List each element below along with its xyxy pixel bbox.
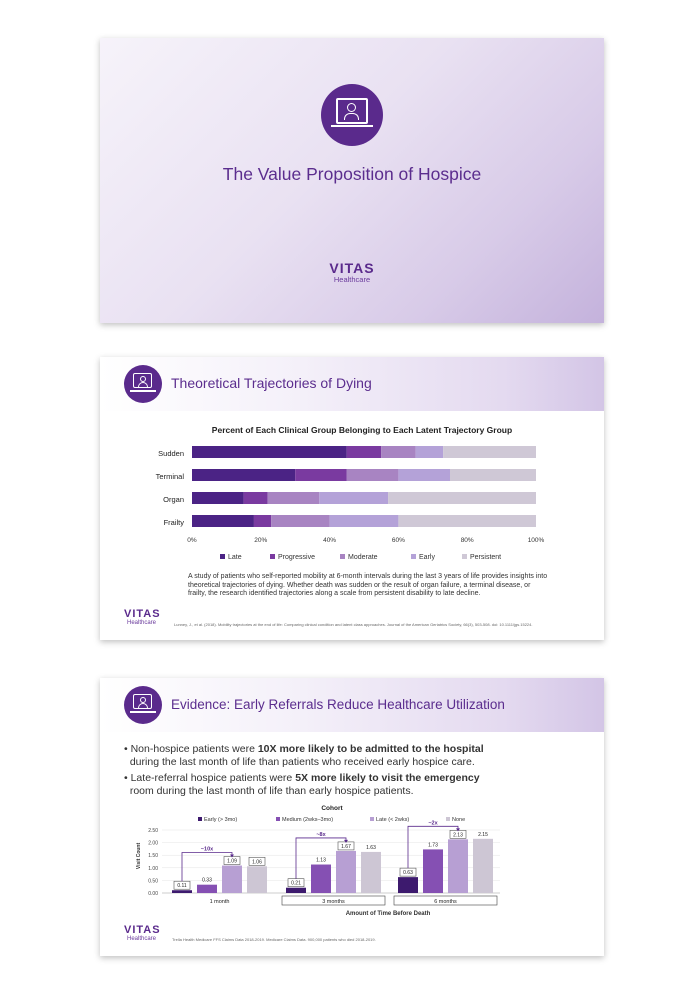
vitas-logo-subtitle: Healthcare xyxy=(127,936,157,942)
bar-1-2 xyxy=(336,851,356,893)
y-tick-label: 2.50 xyxy=(148,828,158,834)
slide3-title: Evidence: Early Referrals Reduce Healthcare Utilization xyxy=(171,697,505,712)
slide3-footnote: Trella Health Medicare FFS Claims Data 2018-2019. Medicare Claims Data. 900,000 patients who died 2018-2019. xyxy=(172,937,376,942)
laptop-user-icon xyxy=(321,84,383,146)
bar-sudden-progressive xyxy=(347,446,381,458)
legend-label-early: Early xyxy=(419,554,435,561)
legend-label-late: Late xyxy=(228,554,242,561)
bar-organ-persistent xyxy=(388,492,536,504)
bar-sudden-late xyxy=(192,446,347,458)
bar-organ-late xyxy=(192,492,244,504)
chart2-title: Cohort xyxy=(321,805,343,812)
bar-terminal-progressive xyxy=(295,469,347,481)
evidence-slide xyxy=(100,678,604,956)
legend-swatch xyxy=(446,817,450,821)
category-label-frailty: Frailty xyxy=(163,518,184,527)
x-tick-label: 80% xyxy=(460,537,474,544)
bar-terminal-persistent xyxy=(450,469,536,481)
legend-swatch-moderate xyxy=(340,554,345,559)
legend-label-moderate: Moderate xyxy=(348,554,378,561)
bar-2-2 xyxy=(448,839,468,893)
category-label-organ: Organ xyxy=(163,495,184,504)
category-label: 6 months xyxy=(434,899,457,905)
ratio-label: ~8x xyxy=(316,831,326,838)
chart2-xlabel: Amount of Time Before Death xyxy=(345,911,431,917)
legend-label: Late (< 2wks) xyxy=(376,817,410,823)
bar-1-0 xyxy=(286,888,306,893)
x-tick-label: 40% xyxy=(323,537,337,544)
y-tick-label: 2.00 xyxy=(148,840,158,847)
bar-frailty-progressive xyxy=(254,515,271,527)
value-label: 1.09 xyxy=(227,858,237,865)
vitas-logo-subtitle: Healthcare xyxy=(127,620,157,626)
bar-sudden-persistent xyxy=(443,446,536,458)
x-tick-label: 60% xyxy=(391,537,405,544)
vitas-logo-subtitle: Healthcare xyxy=(333,275,371,284)
y-tick-label: 0.50 xyxy=(148,878,158,885)
y-tick-label: 0.00 xyxy=(148,891,158,897)
bar-organ-progressive xyxy=(244,492,268,504)
bar-2-3 xyxy=(473,839,493,893)
value-label: 0.11 xyxy=(177,883,187,890)
legend-swatch-progressive xyxy=(270,554,275,559)
y-tick-label: 1.00 xyxy=(148,865,158,872)
trajectory-chart xyxy=(100,415,604,565)
bar-1-1 xyxy=(311,865,331,893)
legend-label-progressive: Progressive xyxy=(278,554,315,561)
bar-2-1 xyxy=(423,849,443,893)
value-label: 1.13 xyxy=(316,857,326,864)
bar-frailty-moderate xyxy=(271,515,329,527)
bar-frailty-persistent xyxy=(398,515,536,527)
legend-label: Early (> 3mo) xyxy=(204,817,238,823)
bar-sudden-moderate xyxy=(381,446,415,458)
legend-swatch xyxy=(370,817,374,821)
value-label: 2.15 xyxy=(478,831,488,838)
laptop-user-icon xyxy=(124,365,162,403)
legend-label-persistent: Persistent xyxy=(470,554,502,561)
value-label: 2.13 xyxy=(453,832,463,839)
ratio-label: ~10x xyxy=(200,846,214,853)
legend-swatch-late xyxy=(220,554,225,559)
bar-0-1 xyxy=(197,885,217,893)
category-label: 3 months xyxy=(322,899,345,905)
legend-swatch-early xyxy=(411,554,416,559)
value-label: 0.21 xyxy=(291,880,301,887)
bullet-2: • Late-referral hospice patients were 5X more likely to visit the emergency room during the last month of life than early hospice patients. xyxy=(124,772,480,797)
vitas-logo: VITAS xyxy=(124,608,161,620)
vitas-logo: VITAS xyxy=(124,924,161,936)
legend-label: None xyxy=(452,817,466,823)
vitas-logo: VITAS xyxy=(329,260,375,276)
value-label: 1.73 xyxy=(428,842,438,849)
legend-swatch xyxy=(198,817,202,821)
bar-organ-early xyxy=(319,492,388,504)
x-tick-label: 20% xyxy=(254,537,268,544)
bar-organ-moderate xyxy=(268,492,320,504)
title-slide xyxy=(100,38,604,323)
ratio-label: ~2x xyxy=(428,820,438,827)
value-label: 1.67 xyxy=(341,843,351,850)
bar-0-0 xyxy=(172,890,192,893)
bar-terminal-moderate xyxy=(347,469,399,481)
bar-frailty-early xyxy=(330,515,399,527)
chart2-ylabel: Visit Count xyxy=(136,842,142,870)
slide2-title: Theoretical Trajectories of Dying xyxy=(171,375,372,391)
bar-1-3 xyxy=(361,852,381,893)
bar-0-3 xyxy=(247,866,267,893)
category-label-sudden: Sudden xyxy=(158,449,184,458)
slide2-footnote: Lunney, J., et al. (2018). Mobility trajectories at the end of life: Comparing clinical condition and latent class approaches. Journal of the American Geriatrics Society, 66(3), 503-508. doi: 10.1111/jgs.15224. xyxy=(174,622,533,627)
y-tick-label: 1.50 xyxy=(148,853,158,860)
chart1-title: Percent of Each Clinical Group Belonging to Each Latent Trajectory Group xyxy=(211,425,513,435)
x-tick-label: 100% xyxy=(527,537,545,544)
value-label: 0.63 xyxy=(403,870,413,877)
trajectories-slide xyxy=(100,357,604,640)
bullet-1: • Non-hospice patients were 10X more likely to be admitted to the hospital during the last month of life than patients who received early hospice care. xyxy=(124,743,484,768)
bar-terminal-early xyxy=(398,469,450,481)
bar-terminal-late xyxy=(192,469,295,481)
value-label: 1.63 xyxy=(366,844,376,851)
category-label: 1 month xyxy=(209,899,230,905)
bar-2-0 xyxy=(398,877,418,893)
bar-sudden-early xyxy=(416,446,444,458)
bar-0-2 xyxy=(222,866,242,893)
slide1-title: The Value Proposition of Hospice xyxy=(222,164,482,184)
legend-swatch xyxy=(276,817,280,821)
bar-frailty-late xyxy=(192,515,254,527)
value-label: 0.33 xyxy=(202,877,212,884)
legend-swatch-persistent xyxy=(462,554,467,559)
visit-count-chart xyxy=(100,802,604,922)
x-tick-label: 0% xyxy=(187,537,197,544)
laptop-user-icon xyxy=(124,686,162,724)
legend-label: Medium (2wks–3mo) xyxy=(282,817,334,823)
slide2-description: A study of patients who self-reported mobility at 6-month intervals during the last 3 years of life provides insights into theoretical trajectories of dying. Whether death was sudden or the result of organ failure, a terminal disease, or frailty, the research identified trajectories along a scale from persistent disability to late decline. xyxy=(188,573,548,597)
value-label: 1.06 xyxy=(252,859,262,866)
category-label-terminal: Terminal xyxy=(155,472,184,481)
